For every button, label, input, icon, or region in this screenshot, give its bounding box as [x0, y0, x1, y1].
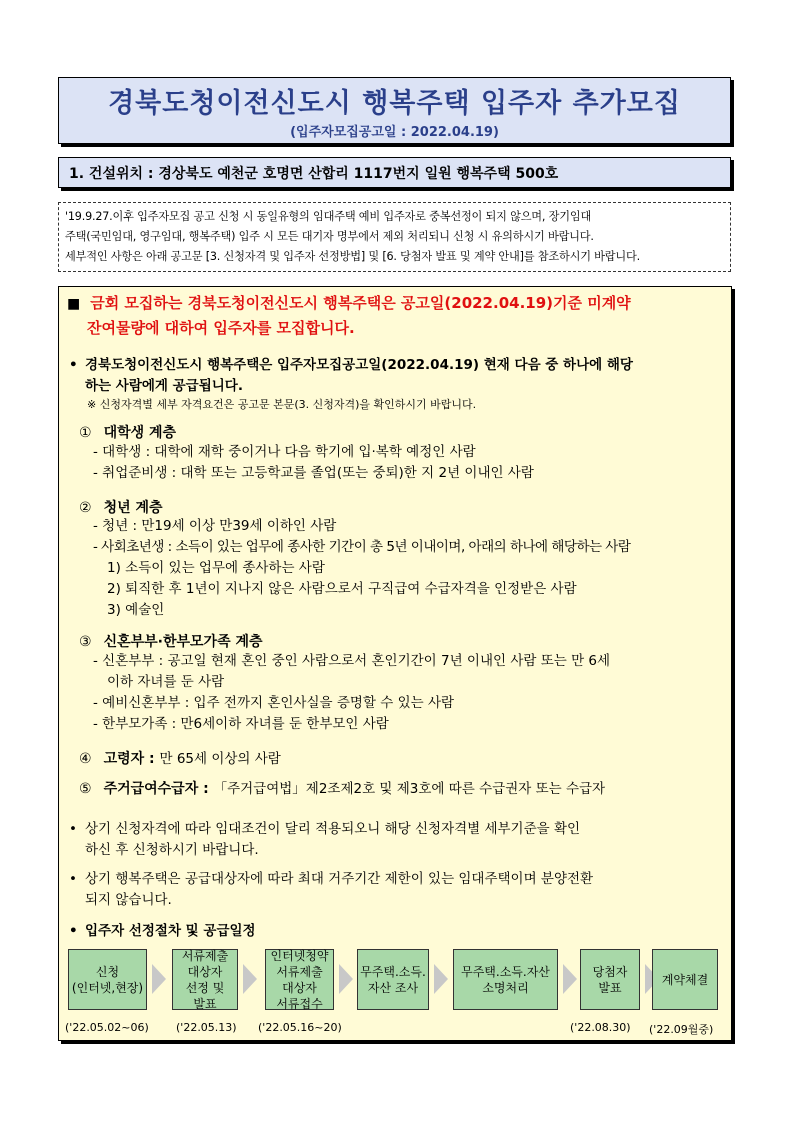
category-item: - 대학생 : 대학에 재학 중이거나 다음 학기에 입·복학 예정인 사람: [93, 444, 476, 460]
step-date: ('22.08.30): [570, 1021, 631, 1034]
step-date: ('22.05.13): [176, 1021, 237, 1034]
category-heading: ③ 신혼부부·한부모가족 계층: [79, 634, 263, 650]
category-heading: ④ 고령자 : 만 65세 이상의 사람: [79, 751, 281, 767]
intro-line: 잔여물량에 대하여 입주자를 모집합니다.: [87, 319, 355, 337]
category-item: - 사회초년생 : 소득이 있는 업무에 종사한 기간이 총 5년 이내이며, 아래의 하나에 해당하는 사람: [93, 539, 631, 555]
notice-line: 주택(국민임대, 영구임대, 행복주택) 입주 시 모든 대기자 명부에서 제외 처리되니 신청 시 유의하시기 바랍니다.: [65, 230, 594, 243]
bullet-icon: •: [69, 357, 78, 373]
category-subitem: 1) 소득이 있는 업무에 종사하는 사람: [107, 560, 325, 576]
category-heading: ② 청년 계층: [79, 500, 163, 516]
category-item: - 한부모가족 : 만6세이하 자녀를 둔 한부모인 사람: [93, 716, 389, 732]
notice-box: [58, 202, 731, 272]
process-heading: • 입주자 선정절차 및 공급일정: [67, 921, 727, 942]
step-date: ('22.05.16~20): [258, 1021, 342, 1034]
arrow-right-icon: [152, 964, 166, 994]
main-content-box: [58, 286, 732, 1041]
step-date: ('22.09월중): [649, 1023, 714, 1036]
announcement-date: (입주자모집공고일 : 2022.04.19): [290, 125, 499, 140]
arrow-right-icon: [339, 964, 353, 994]
supply-statement: • 경북도청이전신도시 행복주택은 입주자모집공고일(2022.04.19) 현재 다음 중 하나에 해당 하는 사람에게 공급됩니다.: [69, 357, 633, 394]
bullet-icon: •: [69, 923, 78, 939]
arrow-right-icon: [563, 964, 577, 994]
intro-line: 금회 모집하는 경북도청이전신도시 행복주택은 공고일(2022.04.19)기준 미계약: [90, 294, 631, 312]
category-subitem: 2) 퇴직한 후 1년이 지나지 않은 사람으로서 구직급여 수급자격을 인정받은 사람: [107, 581, 577, 597]
step-date: ('22.05.02~06): [65, 1021, 149, 1034]
supply-note: ※ 신청자격별 세부 자격요건은 공고문 본문(3. 신청자격)을 확인하시기 바랍니다.: [87, 398, 477, 411]
category-item: 이하 자녀를 둔 사람: [107, 674, 225, 690]
category-item: - 취업준비생 : 대학 또는 고등학교를 졸업(또는 중퇴)한 지 2년 이내인 사람: [93, 465, 534, 481]
page-title: 경북도청이전신도시 행복주택 입주자 추가모집: [108, 88, 681, 119]
process-step: 신청 (인터넷,현장): [68, 949, 147, 1010]
notice-line: 세부적인 사항은 아래 공고문 [3. 신청자격 및 입주자 선정방법] 및 [6. 당첨자 발표 및 계약 안내]를 참조하시기 바랍니다.: [65, 250, 640, 263]
title-box: [58, 77, 731, 144]
process-step: 계약체결: [652, 949, 718, 1010]
square-bullet-icon: ■: [67, 296, 81, 312]
note-item: • 상기 신청자격에 따라 임대조건이 달리 적용되오니 해당 신청자격별 세부기준을 확인 하신 후 신청하시기 바랍니다.: [69, 821, 581, 858]
location-box: 1. 건설위치 : 경상북도 예천군 호명면 산합리 1117번지 일원 행복주택 500호: [58, 157, 731, 188]
category-item: - 청년 : 만19세 이상 만39세 이하인 사람: [93, 518, 337, 534]
arrow-right-icon: [243, 964, 257, 994]
category-item: - 신혼부부 : 공고일 현재 혼인 중인 사람으로서 혼인기간이 7년 이내인 사람 또는 만 6세: [93, 653, 611, 669]
notice-line: '19.9.27.이후 입주자모집 공고 신청 시 동일유형의 임대주택 예비 입주자로 중복선정이 되지 않으며, 장기임대: [65, 210, 592, 223]
intro-text: [67, 291, 722, 340]
process-step: 인터넷청약 서류제출 대상자 서류접수: [265, 949, 334, 1010]
arrow-right-icon: [434, 964, 448, 994]
process-step: 무주택.소득.자산 소명처리: [453, 949, 558, 1010]
bullet-icon: •: [69, 871, 77, 887]
category-subitem: 3) 예술인: [107, 602, 165, 618]
category-heading: ⑤ 주거급여수급자 : 「주거급여법」제2조제2호 및 제3호에 따른 수급권자 또는 수급자: [79, 781, 606, 797]
category-heading: ① 대학생 계층: [79, 425, 177, 441]
process-step: 당첨자 발표: [580, 949, 640, 1010]
process-step: 서류제출 대상자 선정 및 발표: [172, 949, 238, 1010]
bullet-icon: •: [69, 821, 77, 837]
process-step: 무주택.소득. 자산 조사: [357, 949, 429, 1010]
note-item: • 상기 행복주택은 공급대상자에 따라 최대 거주기간 제한이 있는 임대주택이며 분양전환 되지 않습니다.: [69, 871, 594, 908]
category-item: - 예비신혼부부 : 입주 전까지 혼인사실을 증명할 수 있는 사람: [93, 695, 455, 711]
